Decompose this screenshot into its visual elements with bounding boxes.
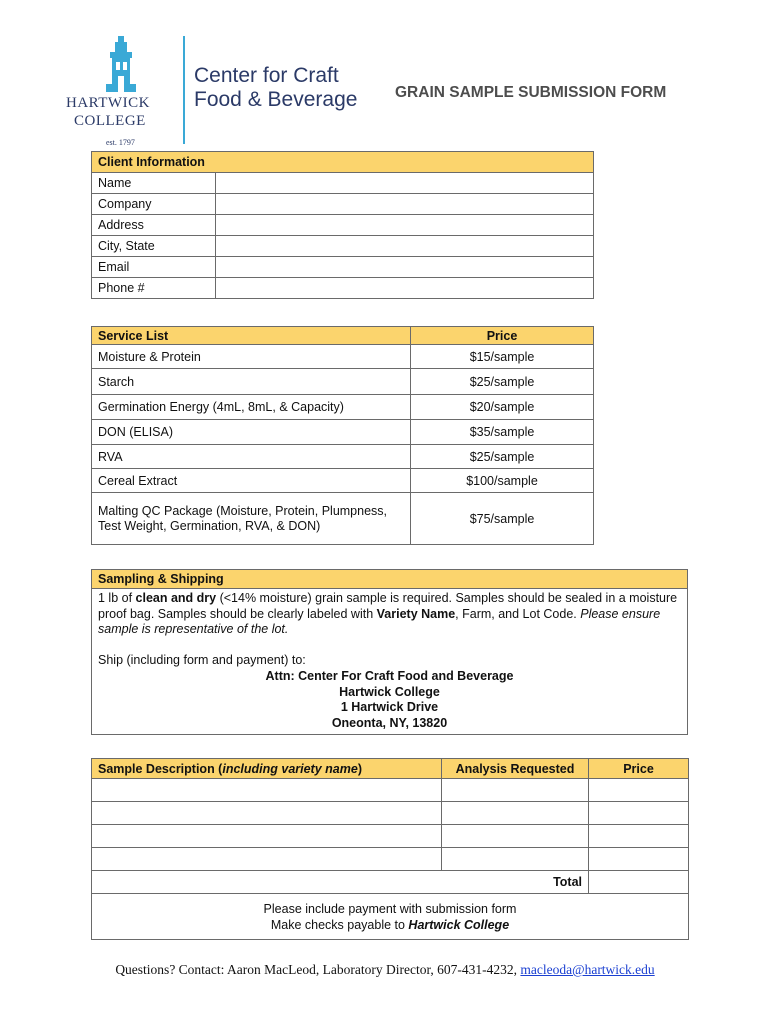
sample-description-input[interactable] [92,802,442,825]
ship-address-line: 1 Hartwick Drive [340,700,439,715]
sample-description-table [91,758,689,940]
analysis-requested-heading: Analysis Requested [442,759,589,779]
client-city-state-input[interactable] [216,236,594,257]
sample-description-input[interactable] [92,848,442,871]
client-field-label: Email [92,257,216,278]
sample-description-input[interactable] [92,779,442,802]
footer-email-link[interactable]: macleoda@hartwick.edu [520,962,655,977]
client-email-input[interactable] [216,257,594,278]
sampling-text: (<14% moisture) grain sample is required. Samples should be sealed in a moisture proof bag. Samples should be clearly labeled with [98,591,678,621]
client-name-input[interactable] [216,173,594,194]
sampling-body [92,589,687,734]
analysis-requested-input[interactable] [442,848,589,871]
client-info-table [91,151,594,299]
sample-price-input[interactable] [589,825,689,848]
logo-est: est. 1797 [106,138,135,147]
client-field-label: Address [92,215,216,236]
service-name: RVA [92,445,411,469]
service-price: $25/sample [411,369,594,395]
payment-line1: Please include payment with submission form [263,901,517,916]
service-price: $35/sample [411,420,594,445]
logo-center-line1: Center for Craft [194,64,339,87]
tower-icon [104,36,138,94]
logo-college-line1: HARTWICK [66,95,150,111]
total-label: Total [92,871,589,894]
analysis-requested-input[interactable] [442,825,589,848]
footer-text: Questions? Contact: Aaron MacLeod, Laboratory Director, 607-431-4232, [115,962,521,977]
client-info-heading: Client Information [92,152,594,173]
analysis-requested-input[interactable] [442,802,589,825]
service-price: $15/sample [411,345,594,369]
footer-contact [0,962,770,978]
service-name: Germination Energy (4mL, 8mL, & Capacity) [92,395,411,420]
analysis-requested-input[interactable] [442,779,589,802]
service-name: Malting QC Package (Moisture, Protein, Plumpness, Test Weight, Germination, RVA, & DON) [92,493,411,545]
sampling-heading: Sampling & Shipping [92,570,687,589]
total-input[interactable] [589,871,689,894]
payment-line2: Make checks payable to Hartwick College [270,917,510,932]
client-field-label: Phone # [92,278,216,299]
form-title: GRAIN SAMPLE SUBMISSION FORM [395,84,667,101]
sampling-text: , Farm, and Lot Code. [455,606,581,621]
client-field-label: Company [92,194,216,215]
sample-price-input[interactable] [589,848,689,871]
service-price: $20/sample [411,395,594,420]
sampling-instructions [98,591,681,638]
service-price: $25/sample [411,445,594,469]
price-heading: Price [411,327,594,345]
service-name: DON (ELISA) [92,420,411,445]
client-field-label: Name [92,173,216,194]
service-list-heading: Service List [92,327,411,345]
service-name: Starch [92,369,411,395]
service-price: $100/sample [411,469,594,493]
sampling-shipping-box [91,569,688,735]
client-field-label: City, State [92,236,216,257]
sample-description-heading: Sample Description (including variety name) [92,759,442,779]
service-list-table [91,326,594,545]
service-price: $75/sample [411,493,594,545]
logo-divider [183,36,185,144]
ship-address-line: Attn: Center For Craft Food and Beverage [265,668,514,683]
sampling-bold-variety: Variety Name [376,606,456,621]
ship-intro: Ship (including form and payment) to: [98,653,306,668]
sample-price-input[interactable] [589,802,689,825]
ship-address-line: Hartwick College [339,684,440,699]
client-phone-input[interactable] [216,278,594,299]
service-name: Cereal Extract [92,469,411,493]
payment-note [92,894,689,940]
hartwick-logo [66,36,366,148]
sample-price-input[interactable] [589,779,689,802]
sampling-text: 1 lb of [98,591,136,605]
logo-college-line2: COLLEGE [74,113,146,129]
service-name: Moisture & Protein [92,345,411,369]
sampling-bold-clean-dry: clean and dry [135,591,217,605]
client-company-input[interactable] [216,194,594,215]
ship-address-line: Oneonta, NY, 13820 [331,715,448,730]
sample-price-heading: Price [589,759,689,779]
logo-center-line2: Food & Beverage [194,88,358,111]
sample-description-input[interactable] [92,825,442,848]
client-address-input[interactable] [216,215,594,236]
sampling-italic-note: Please ensure sample is representative of the lot. [98,606,661,637]
